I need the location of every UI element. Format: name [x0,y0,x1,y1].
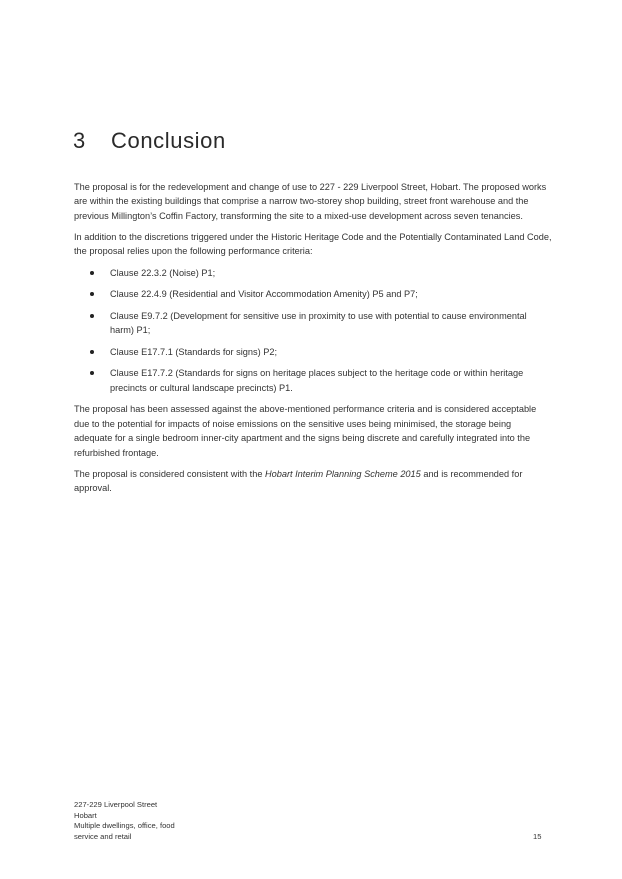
footer-city: Hobart [74,810,97,820]
footer-use-line2: service and retail [74,831,132,841]
footer-address: 227-229 Liverpool Street [74,800,158,809]
section-number: 3 [73,128,86,153]
intro-paragraph: The proposal is for the redevelopment and change of use to 227 - 229 Liverpool Street, Hobart. The proposed works are within the existing buildings that comprise a narrow two-storey shop building, street front warehouse and the previous Millington’s Coffin Factory, transforming the site to a mixed-use development across seven tenancies. [74,182,547,221]
footer-use-line1: Multiple dwellings, office, food [74,821,175,831]
page-number: 15 [533,832,542,841]
bullet-icon [90,292,94,296]
list-item [74,266,552,280]
criteria-list [74,266,552,396]
criterion-text: Clause 22.3.2 (Noise) P1; [110,267,216,278]
body-text [74,180,552,502]
recommendation-paragraph [74,467,552,496]
page-footer [74,800,175,842]
criterion-text: Clause 22.4.9 (Residential and Visitor Accommodation Amenity) P5 and P7; [110,289,418,300]
discretions-paragraph: In addition to the discretions triggered under the Historic Heritage Code and the Potentially Contaminated Land Code, the proposal relies upon the following performance criteria: [74,232,552,257]
list-item [74,309,552,338]
bullet-icon [90,314,94,318]
criterion-text: Clause E9.7.2 (Development for sensitive use in proximity to use with potential to cause environmental harm) P1; [110,310,527,336]
list-item [74,345,552,359]
bullet-icon [90,371,94,375]
section-title: Conclusion [111,128,226,153]
criterion-text: Clause E17.7.1 (Standards for signs) P2; [110,346,277,357]
section-heading [73,128,226,154]
assessment-paragraph: The proposal has been assessed against the above-mentioned performance criteria and is considered acceptable due to the potential for impacts of noise emissions on the sensitive uses being minimised, the storage being adequate for a single bedroom inner-city apartment and the signs being discrete and carefully integrated into the refurbished frontage. [74,404,537,458]
bullet-icon [90,271,94,275]
recommendation-text-end: and is recommended for approval. [74,468,523,494]
criterion-text: Clause E17.7.2 (Standards for signs on heritage places subject to the heritage code or within heritage precincts or cultural landscape precincts) P1. [110,368,524,393]
planning-scheme-title: Hobart Interim Planning Scheme 2015 [265,468,421,479]
list-item [74,366,552,395]
recommendation-text-start: The proposal is considered consistent with the [74,468,265,479]
bullet-icon [90,350,94,354]
list-item [74,287,552,301]
